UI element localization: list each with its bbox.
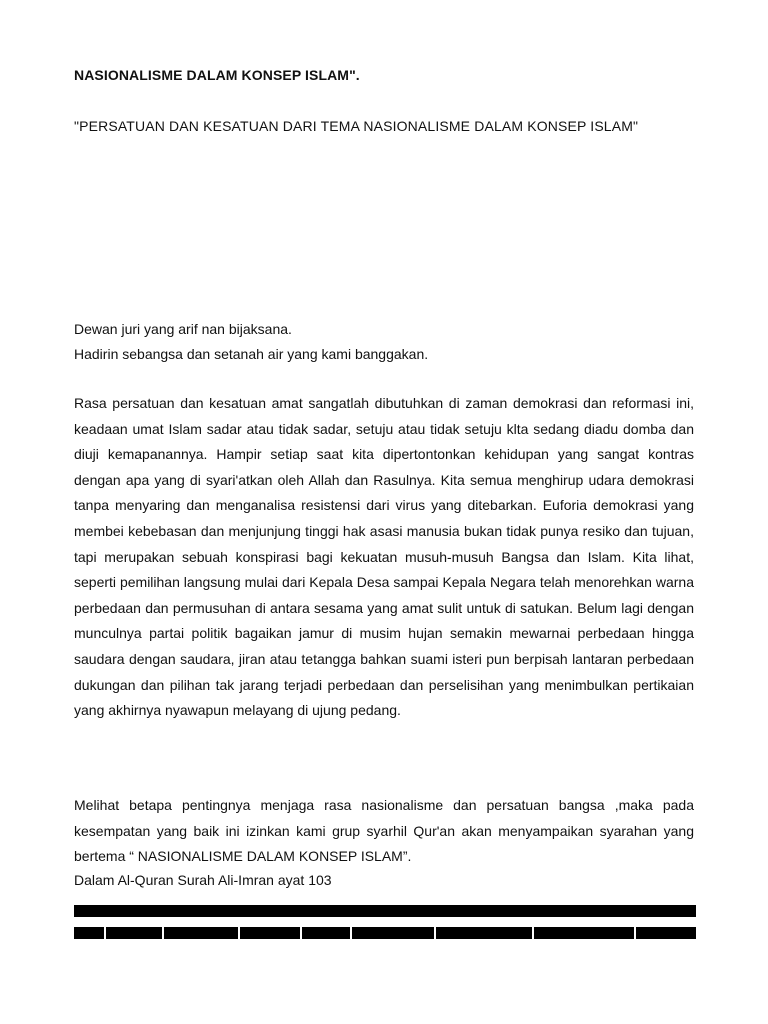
body-paragraph: Rasa persatuan dan kesatuan amat sangatlah dibutuhkan di zaman demokrasi dan reformasi ini, keadaan umat Islam sadar atau tidak sadar, setuju atau tidak setuju klta sedang diadu domba dan diuji kemapanannya. Hampir setiap saat kita dipertontonkan kehidupan yang sangat kontras dengan apa yang di syari'atkan oleh Allah dan Rasulnya. Kita semua menghirup udara demokrasi tanpa menyaring dan menganalisa resistensi dari virus yang ditebarkan. Euforia demokrasi yang membei kebebasan dan menjunjung tinggi hak asasi manusia bukan tidak punya resiko dan tujuan, tapi merupakan sebuah konspirasi bagi kekuatan musuh-musuh Bangsa dan Islam. Kita lihat, seperti pemilihan langsung mulai dari Kepala Desa sampai Kepala Negara telah menorehkan warna perbedaan dan permusuhan di antara sesama yang amat sulit untuk di satukan. Belum lagi dengan munculnya partai politik bagaikan jamur di musim hujan semakin mewarnai perbedaan hingga saudara dengan saudara, jiran atau tetangga bahkan suami isteri pun berpisah lantaran perbedaan dukungan dan pilihan tak jarang terjadi perbedaan dan perselisihan yang menimbulkan pertikaian yang akhirnya nyawapun melayang di ujung pedang. <box>74 395 694 719</box>
document-subtitle: "PERSATUAN DAN KESATUAN DARI TEMA NASIONALISME DALAM KONSEP ISLAM" <box>74 118 639 134</box>
greeting-line: Hadirin sebangsa dan setanah air yang kami banggakan. <box>74 346 429 362</box>
body-paragraph: Melihat betapa pentingnya menjaga rasa nasionalisme dan persatuan bangsa ,maka pada kesempatan yang baik ini izinkan kami grup syarhil Qur'an akan menyampaikan syarahan yang bertema “ NASIONALISME DALAM KONSEP ISLAM”. <box>74 797 694 865</box>
document-title: NASIONALISME DALAM KONSEP ISLAM". <box>74 67 360 83</box>
greeting-line: Dewan juri yang arif nan bijaksana. <box>74 321 292 337</box>
verse-reference: Dalam Al-Quran Surah Ali-Imran ayat 103 <box>74 872 332 888</box>
arabic-line <box>74 900 696 922</box>
arabic-verse-placeholder <box>74 900 696 944</box>
arabic-line <box>74 922 696 944</box>
